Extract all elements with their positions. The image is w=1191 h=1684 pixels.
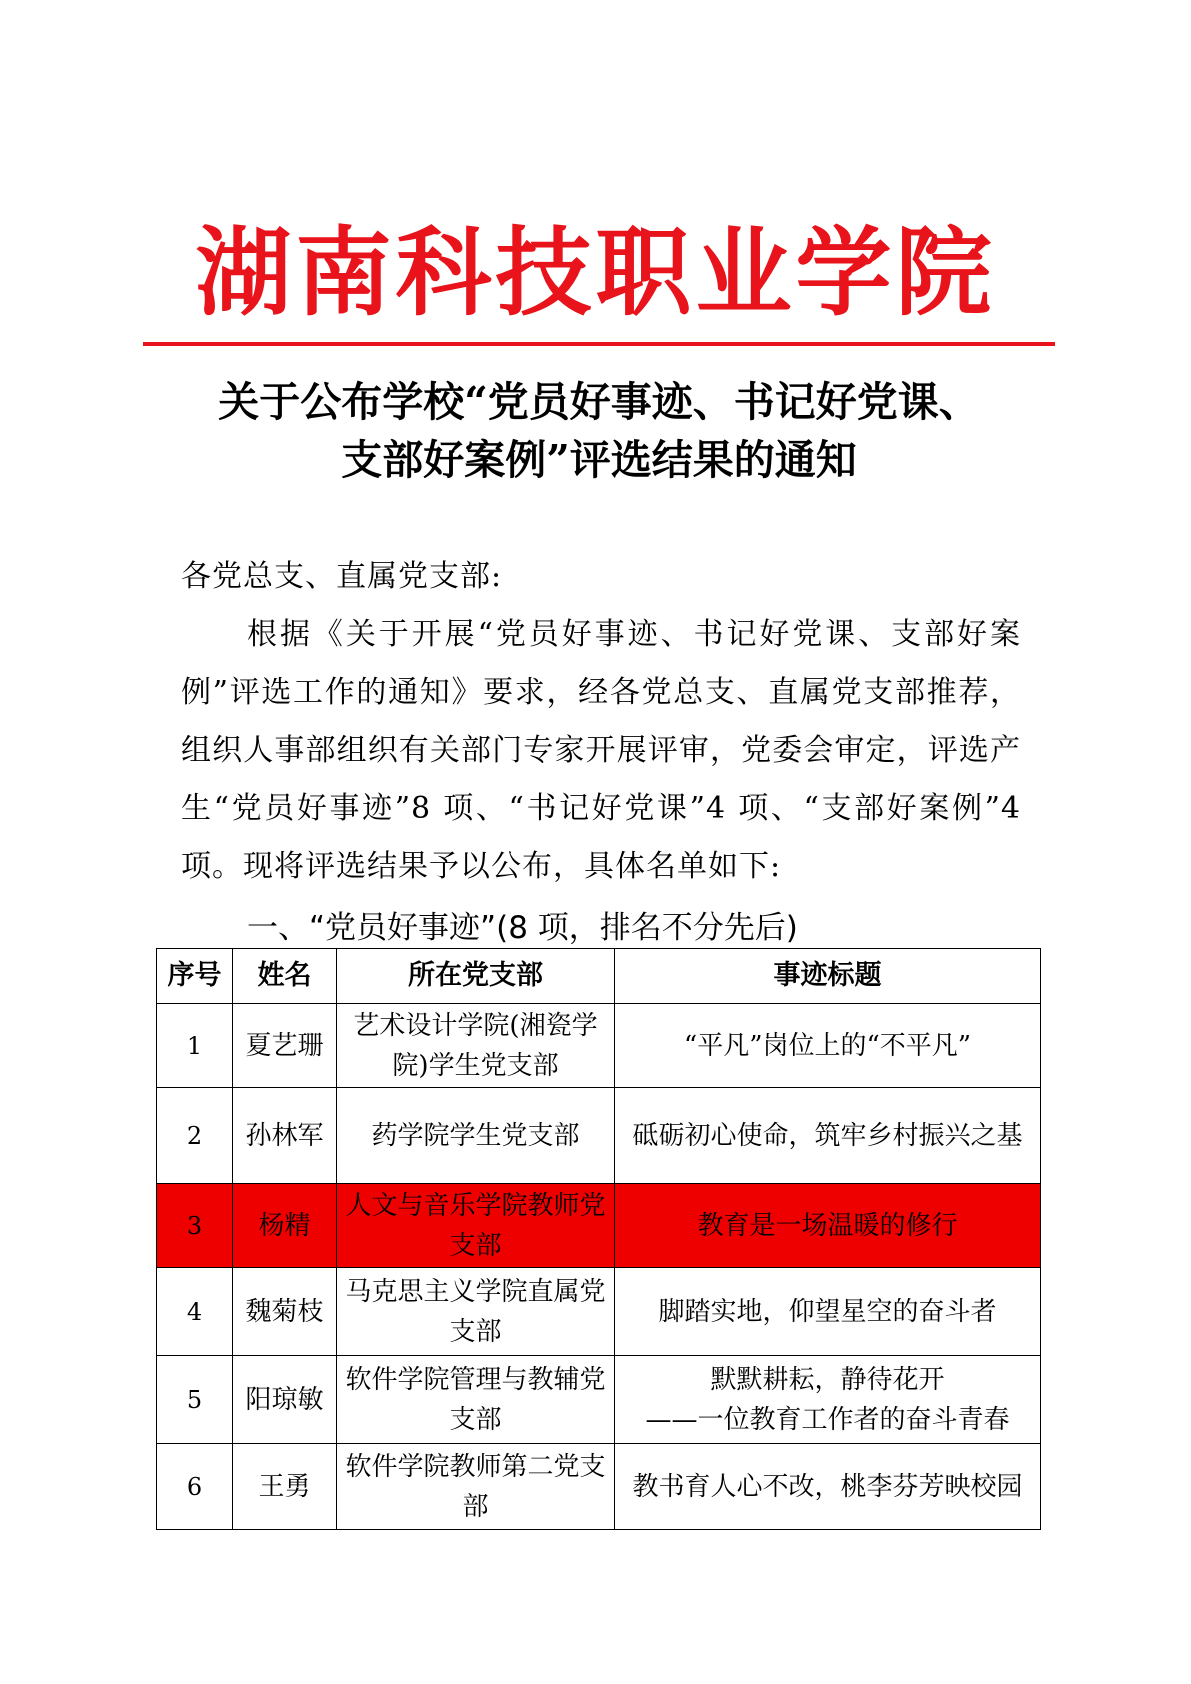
row-name: 魏菊枝 xyxy=(233,1268,337,1356)
row-no: 6 xyxy=(157,1444,233,1530)
table-row xyxy=(157,1444,1041,1530)
row-title: 脚踏实地，仰望星空的奋斗者 xyxy=(615,1268,1041,1356)
table-row-highlighted xyxy=(157,1184,1041,1268)
row-title: 教书育人心不改，桃李芬芳映校园 xyxy=(615,1444,1041,1530)
column-header-branch: 所在党支部 xyxy=(337,949,615,1004)
table-row xyxy=(157,1268,1041,1356)
notice-title-line2: 支部好案例”评选结果的通知 xyxy=(341,436,857,484)
row-title: “平凡”岗位上的“不平凡” xyxy=(615,1004,1041,1088)
row-branch: 马克思主义学院直属党支部 xyxy=(337,1268,615,1356)
row-name: 孙林军 xyxy=(233,1088,337,1184)
row-name: 阳琼敏 xyxy=(233,1356,337,1444)
table-header-row xyxy=(157,949,1041,1004)
section-heading: 一、“党员好事迹”(8 项，排名不分先后) xyxy=(247,910,798,946)
row-no: 3 xyxy=(157,1184,233,1268)
row-branch: 药学院学生党支部 xyxy=(337,1088,615,1184)
table-row xyxy=(157,1356,1041,1444)
results-table xyxy=(156,948,1041,1530)
row-no: 1 xyxy=(157,1004,233,1088)
column-header-no: 序号 xyxy=(157,949,233,1004)
row-no: 4 xyxy=(157,1268,233,1356)
row-name: 王勇 xyxy=(233,1444,337,1530)
table-row xyxy=(157,1088,1041,1184)
notice-title-line1: 关于公布学校“党员好事迹、书记好党课、 xyxy=(218,378,980,426)
body-paragraph: 根据《关于开展“党员好事迹、书记好党课、支部好案例”评选工作的通知》要求，经各党总支、直属党支部推荐，组织人事部组织有关部门专家开展评审，党委会审定，评选产生“党员好事迹”8 项、“书记好党课”4 项、“支部好案例”4 项。现将评选结果予以公布，具体名单如下: xyxy=(181,617,1021,884)
row-title: 砥砺初心使命，筑牢乡村振兴之基 xyxy=(615,1088,1041,1184)
row-branch: 人文与音乐学院教师党支部 xyxy=(337,1184,615,1268)
org-name-header: 湖南科技职业学院 xyxy=(195,216,996,329)
row-title: 教育是一场温暖的修行 xyxy=(615,1184,1041,1268)
column-header-title: 事迹标题 xyxy=(615,949,1041,1004)
row-branch: 艺术设计学院(湘瓷学院)学生党支部 xyxy=(337,1004,615,1088)
row-branch: 软件学院教师第二党支部 xyxy=(337,1444,615,1530)
row-no: 2 xyxy=(157,1088,233,1184)
row-name: 夏艺珊 xyxy=(233,1004,337,1088)
column-header-name: 姓名 xyxy=(233,949,337,1004)
row-name: 杨精 xyxy=(233,1184,337,1268)
table-row xyxy=(157,1004,1041,1088)
row-title-line2: ——一位教育工作者的奋斗青春 xyxy=(645,1404,1010,1435)
row-branch: 软件学院管理与教辅党支部 xyxy=(337,1356,615,1444)
row-no: 5 xyxy=(157,1356,233,1444)
salutation: 各党总支、直属党支部: xyxy=(181,559,503,594)
red-divider xyxy=(143,342,1055,346)
row-title xyxy=(615,1356,1041,1444)
row-title-line1: 默默耕耘，静待花开 xyxy=(710,1364,945,1395)
